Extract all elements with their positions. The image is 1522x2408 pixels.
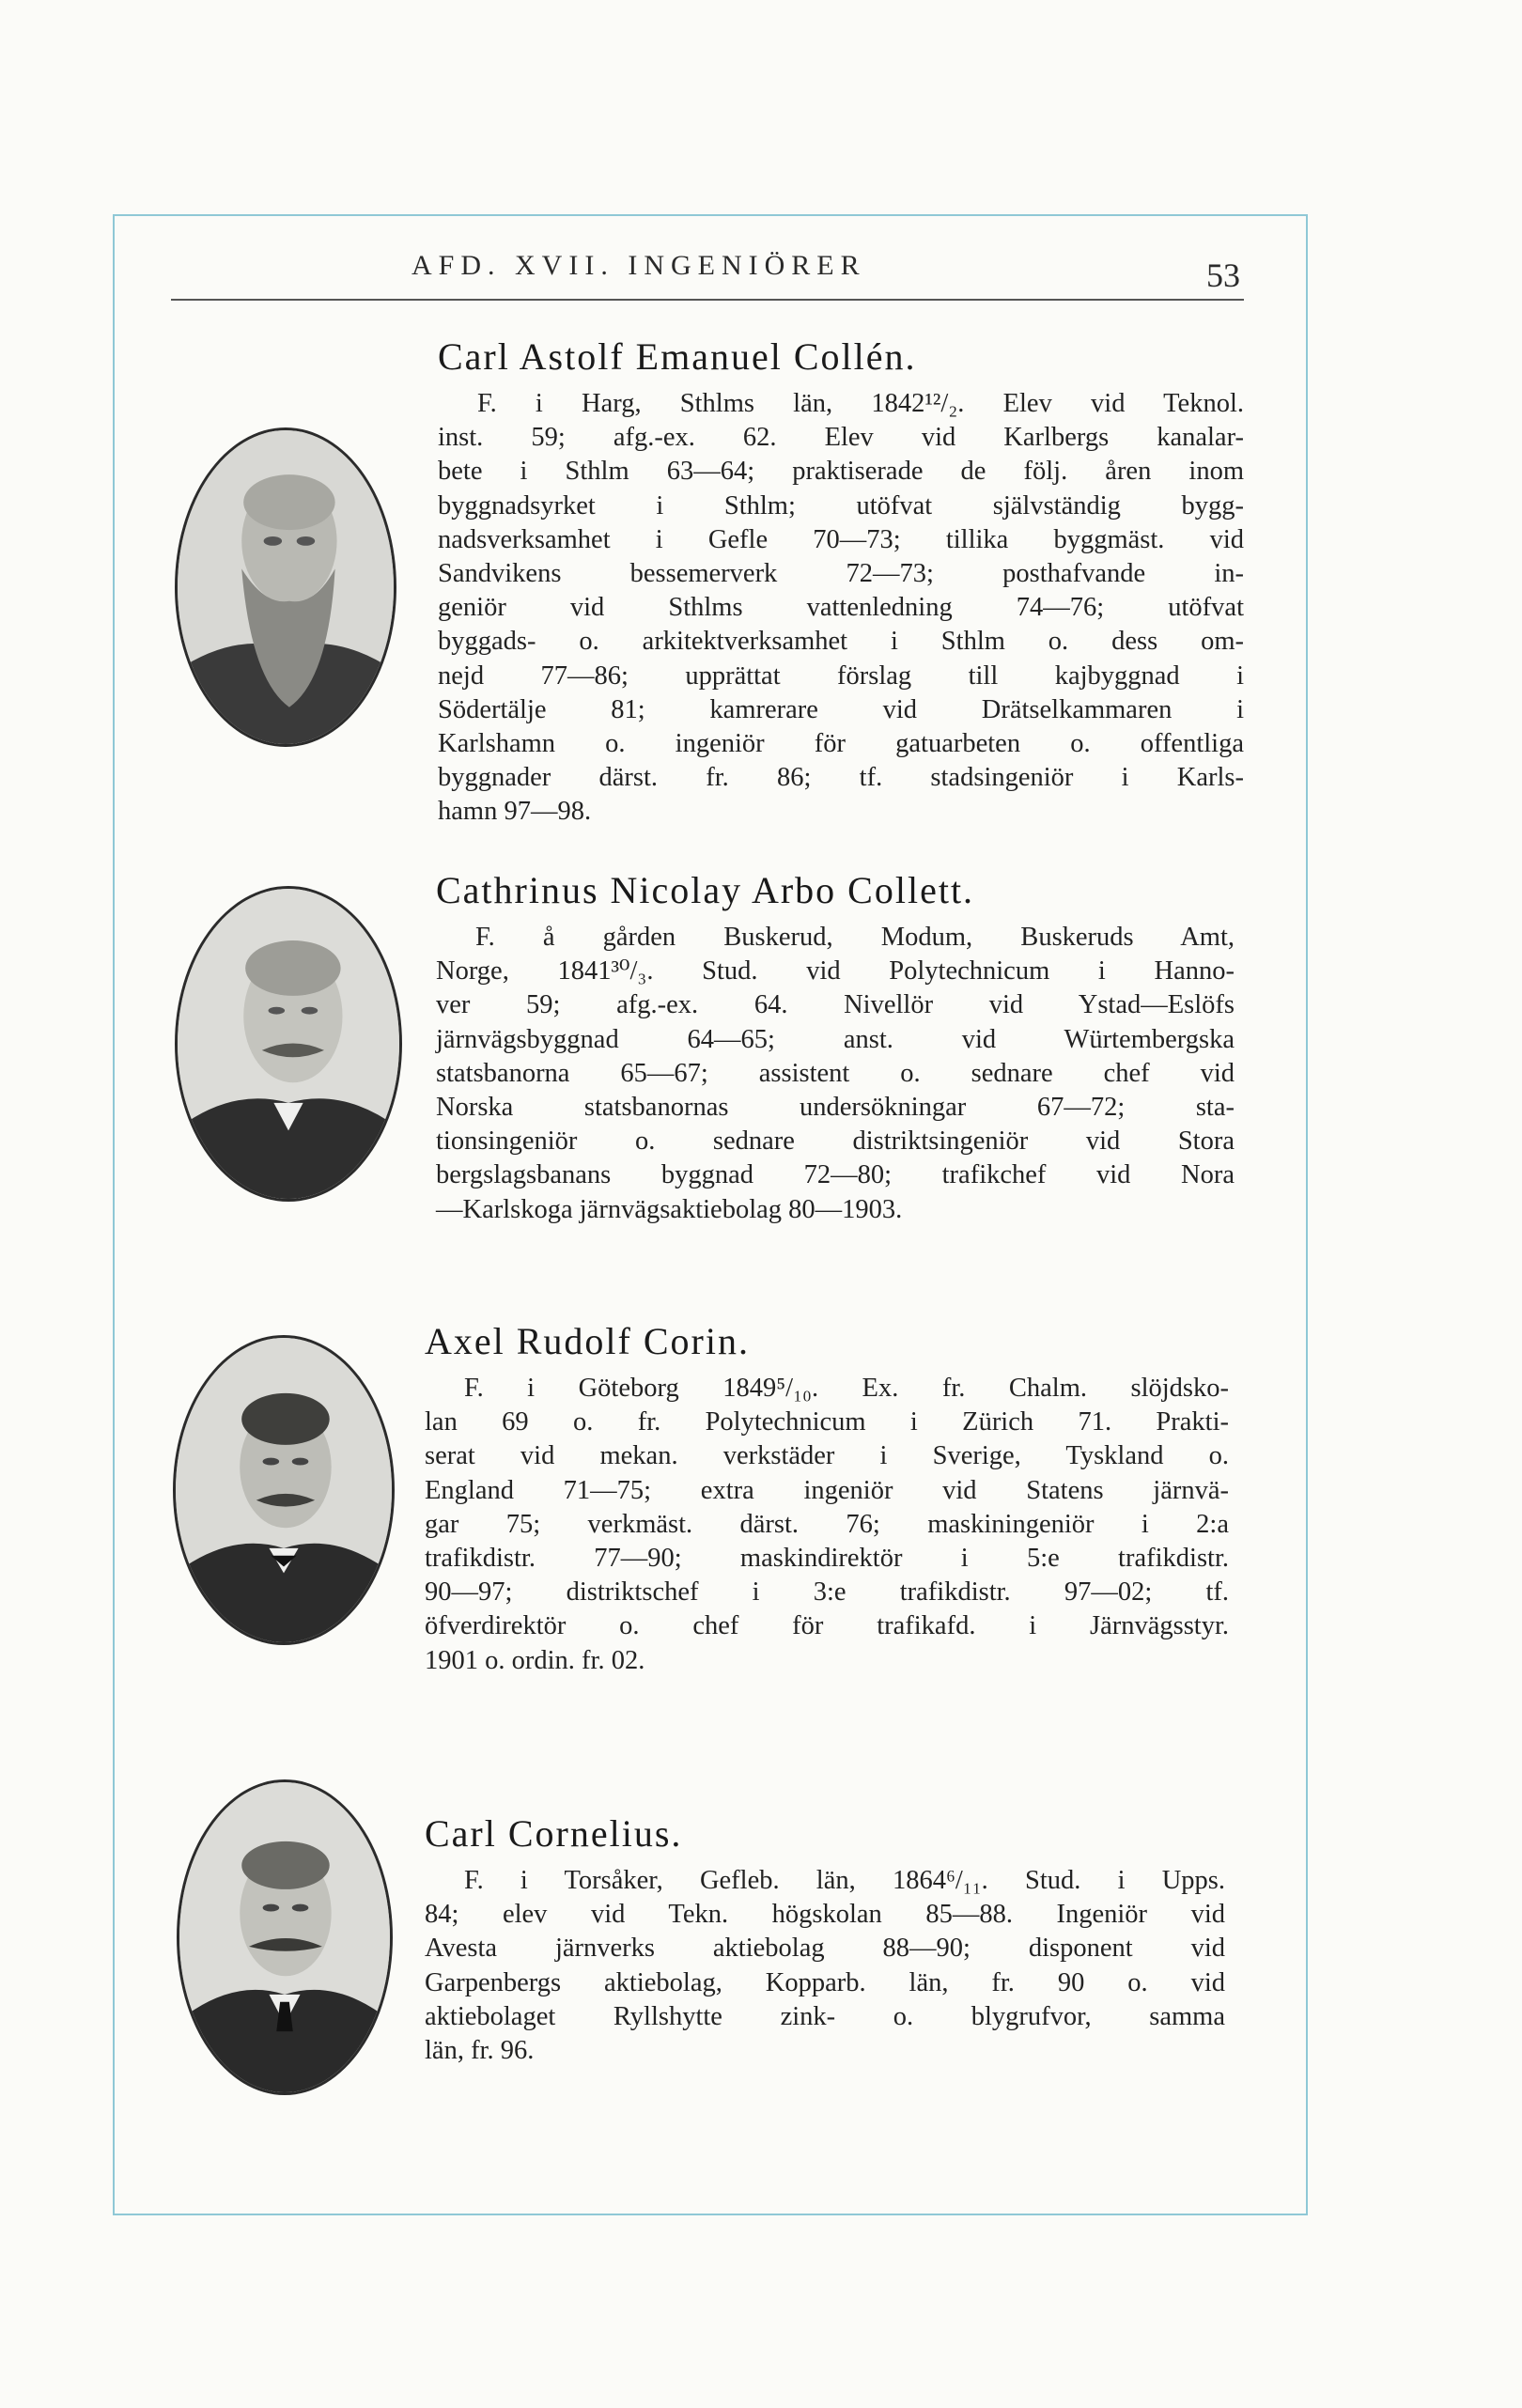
- bio-line: aktiebolaget Ryllshytte zink- o. blygrufvor, samma: [425, 2001, 1225, 2031]
- bio-line: hamn 97—98.: [438, 797, 592, 827]
- bio-line: Södertälje 81; kamrerare vid Drätselkammaren i: [438, 694, 1244, 724]
- bio-line: byggnader därst. fr. 86; tf. stadsingeniör i Karls-: [438, 763, 1244, 793]
- person-name: Cathrinus Nicolay Arbo Collett.: [436, 869, 975, 911]
- bio-line: nadsverksamhet i Gefle 70—73; tillika byggmäst. vid: [438, 524, 1244, 554]
- bio-line: —Karlskoga järnvägsaktiebolag 80—1903.: [436, 1194, 903, 1224]
- person-bio: [425, 1372, 1229, 1678]
- person-name: Carl Astolf Emanuel Collén.: [438, 335, 917, 378]
- bio-line: ver 59; afg.-ex. 64. Nivellör vid Ystad—Eslöfs: [436, 990, 1235, 1020]
- bio-line: Karlshamn o. ingeniör för gatuarbeten o. offentliga: [438, 729, 1244, 759]
- bio-line: Norska statsbanornas undersökningar 67—72; sta-: [436, 1093, 1235, 1123]
- bio-line: 1901 o. ordin. fr. 02.: [425, 1645, 645, 1675]
- bio-line: Avesta järnverks aktiebolag 88—90; disponent vid: [425, 1934, 1225, 1964]
- bio-line: statsbanorna 65—67; assistent o. sednare chef vid: [436, 1058, 1235, 1088]
- running-head: [171, 246, 1244, 301]
- portrait-image: [175, 427, 396, 747]
- bio-line: F. i Harg, Sthlms län, 1842¹²/₂. Elev vid Teknol.: [477, 389, 1244, 418]
- bio-line: län, fr. 96.: [425, 2036, 535, 2066]
- bio-line: bergslagsbanans byggnad 72—80; trafikchef vid Nora: [436, 1160, 1235, 1190]
- section-title: AFD. XVII. INGENIÖRER: [412, 250, 866, 281]
- bio-line: bete i Sthlm 63—64; praktiserade de följ. åren inom: [438, 457, 1244, 487]
- bio-line: serat vid mekan. verkstäder i Sverige, Tyskland o.: [425, 1441, 1229, 1471]
- portrait-image: [175, 886, 402, 1202]
- person-name: Carl Cornelius.: [425, 1812, 683, 1855]
- bio-line: England 71—75; extra ingeniör vid Statens järnvä-: [425, 1475, 1229, 1505]
- bio-line: F. i Torsåker, Gefleb. län, 1864⁶/₁₁. Stud. i Upps.: [464, 1866, 1225, 1895]
- bio-line: F. i Göteborg 1849⁵/₁₀. Ex. fr. Chalm. slöjdsko-: [464, 1374, 1229, 1403]
- person-bio: [438, 387, 1244, 830]
- bio-line: lan 69 o. fr. Polytechnicum i Zürich 71. Prakti-: [425, 1407, 1229, 1437]
- bio-line: nejd 77—86; upprättat förslag till kajbyggnad i: [438, 660, 1244, 691]
- person-name: Axel Rudolf Corin.: [425, 1320, 750, 1362]
- bio-line: tionsingeniör o. sednare distriktsingeniör vid Stora: [436, 1126, 1235, 1157]
- bio-line: Sandvikens bessemerverk 72—73; posthafvande in-: [438, 559, 1244, 589]
- bio-line: öfverdirektör o. chef för trafikafd. i Järnvägsstyr.: [425, 1611, 1229, 1641]
- bio-line: byggnadsyrket i Sthlm; utöfvat självständig bygg-: [438, 490, 1244, 520]
- bio-line: Garpenbergs aktiebolag, Kopparb. län, fr. 90 o. vid: [425, 1967, 1225, 1997]
- portrait-image: [173, 1335, 395, 1645]
- bio-line: Norge, 1841³⁰/₃. Stud. vid Polytechnicum i Hanno-: [436, 956, 1235, 987]
- bio-line: 84; elev vid Tekn. högskolan 85—88. Ingeniör vid: [425, 1900, 1225, 1930]
- bio-line: inst. 59; afg.-ex. 62. Elev vid Karlbergs kanalar-: [438, 423, 1244, 453]
- bio-line: 90—97; distriktschef i 3:e trafikdistr. 97—02; tf.: [425, 1577, 1229, 1608]
- person-bio: [436, 921, 1235, 1227]
- bio-line: trafikdistr. 77—90; maskindirektör i 5:e trafikdistr.: [425, 1544, 1229, 1574]
- page-number: 53: [1206, 256, 1240, 294]
- bio-line: gar 75; verkmäst. därst. 76; maskiningeniör i 2:a: [425, 1509, 1229, 1539]
- bio-line: byggads- o. arkitektverksamhet i Sthlm o. dess om-: [438, 627, 1244, 657]
- bio-line: järnvägsbyggnad 64—65; anst. vid Würtembergska: [436, 1024, 1235, 1054]
- bio-line: F. å gården Buskerud, Modum, Buskeruds Amt,: [475, 923, 1235, 952]
- portrait-image: [177, 1779, 393, 2095]
- bio-line: geniör vid Sthlms vattenledning 74—76; utöfvat: [438, 593, 1244, 623]
- person-bio: [425, 1864, 1225, 2068]
